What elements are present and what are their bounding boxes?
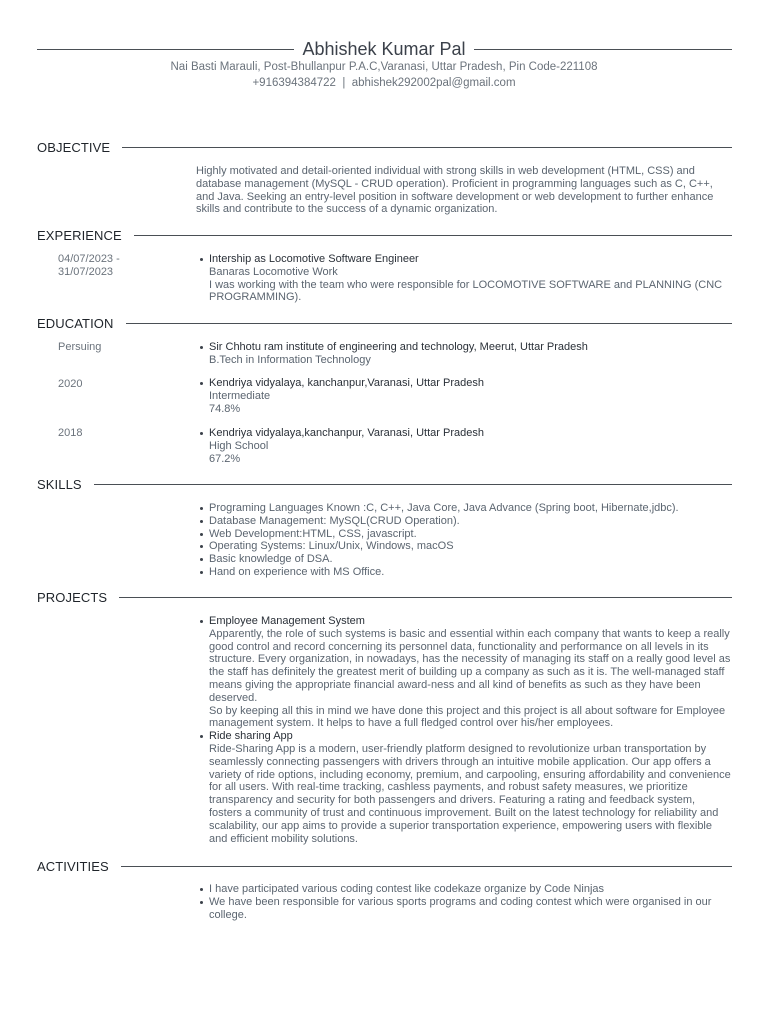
education-entry-1 (209, 377, 731, 415)
education-section-header (37, 315, 732, 331)
experience-title: EXPERIENCE (37, 227, 122, 243)
bullet (200, 507, 203, 510)
education-degree: Intermediate (209, 389, 271, 402)
skill-item (209, 502, 731, 515)
education-title: EDUCATION (37, 315, 114, 331)
skills-section-header (37, 476, 732, 492)
address: Nai Basti Marauli, Post-Bhullanpur P.A.C,Varanasi, Uttar Pradesh, Pin Code-221108 (170, 61, 598, 73)
skills-title: SKILLS (37, 476, 82, 492)
projects-title: PROJECTS (37, 589, 108, 605)
bullet (200, 558, 203, 561)
section-rule (122, 147, 732, 148)
candidate-name-text: Abhishek Kumar Pal (294, 39, 473, 59)
experience-org: Banaras Locomotive Work (209, 265, 338, 278)
objective-title: OBJECTIVE (37, 139, 111, 155)
phone-email: +916394384722 | abhishek292002pal@gmail.com (252, 77, 516, 89)
activity-item (209, 883, 731, 896)
bullet (200, 735, 203, 738)
skill-item (209, 553, 731, 566)
objective-text: Highly motivated and detail-oriented individual with strong skills in web development (HTML, CSS) and database management (MySQL - CRUD operation). Proficient in programming languages such as C, C++, and Java. Seeking an entry-level position in software development or web development to further enhance skills and contribute to the success of a dynamic organization. (196, 165, 714, 216)
education-date-2: 2018 (58, 427, 83, 439)
skill-item (209, 566, 731, 579)
experience-section-header (37, 227, 732, 243)
project-desc: Ride-Sharing App is a modern, user-friendly platform designed to revolutionize urban transportation by seamlessly connecting passengers with drivers through an intuitive mobile application. Our app offers a variety of ride options, including economy, premium, and carpooling, ensuring affordability and convenience for all users. With real-time tracking, cashless payments, and robust safety measures, we prioritize transparency and security for both passengers and drivers. Featuring a rating and feedback system, fosters a community of trust and continuous improvement. Built on the latest technology for reliability and scalability, our app aims to provide a superior transportation experience, empowering users with flexible and efficient mobility solutions. (209, 742, 731, 845)
project-item (209, 730, 731, 845)
education-degree: B.Tech in Information Technology (209, 353, 371, 366)
education-entry-0 (209, 341, 731, 367)
skill-text: Hand on experience with MS Office. (209, 565, 385, 578)
skill-text: Web Development:HTML, CSS, javascript. (209, 527, 417, 540)
project-name: Ride sharing App (209, 730, 293, 743)
bullet (200, 545, 203, 548)
education-date-1: 2020 (58, 378, 83, 390)
education-entry-2 (209, 427, 731, 465)
education-degree: High School (209, 439, 269, 452)
experience-role: Intership as Locomotive Software Engineer (209, 253, 419, 265)
bullet (200, 620, 203, 623)
experience-desc: I was working with the team who were responsible for LOCOMOTIVE SOFTWARE and PLANNING (CNC PROGRAMMING). (209, 278, 723, 304)
bullet (200, 258, 203, 261)
education-school: Kendriya vidyalaya,kanchanpur, Varanasi, Uttar Pradesh (209, 427, 484, 439)
skill-text: Database Management: MySQL(CRUD Operation). (209, 514, 460, 527)
skill-text: Basic knowledge of DSA. (209, 553, 333, 566)
bullet (200, 432, 203, 435)
section-rule (121, 866, 732, 867)
education-date-0: Persuing (58, 341, 102, 353)
projects-list (209, 615, 731, 845)
skill-item (209, 528, 731, 541)
bullet (200, 382, 203, 385)
bullet (200, 901, 203, 904)
section-rule (94, 484, 732, 485)
objective-section-header (37, 139, 732, 155)
education-score: 67.2% (209, 452, 241, 465)
candidate-name (0, 38, 768, 60)
experience-entry (209, 253, 731, 304)
section-rule (119, 597, 732, 598)
skills-list (209, 502, 731, 579)
activity-text: I have participated various coding contest like codekaze organize by Code Ninjas (209, 883, 605, 895)
section-rule (134, 235, 732, 236)
project-item (209, 615, 731, 730)
project-desc: So by keeping all this in mind we have done this project and this project is all about software for Employee management system. It helps to have a full fledged control over his/her employees. (209, 704, 726, 730)
education-score: 74.8% (209, 402, 241, 415)
experience-date: 04/07/2023 - 31/07/2023 (58, 253, 120, 278)
activity-item (209, 896, 731, 922)
projects-section-header (37, 589, 732, 605)
skill-text: Operating Systems: Linux/Unix, Windows, macOS (209, 540, 454, 553)
skill-text: Programing Languages Known :C, C++, Java Core, Java Advance (Spring boot, Hibernate,jdbc). (209, 502, 679, 514)
bullet (200, 571, 203, 574)
skill-item (209, 515, 731, 528)
activities-title: ACTIVITIES (37, 858, 109, 874)
section-rule (126, 323, 733, 324)
bullet (200, 520, 203, 523)
project-name: Employee Management System (209, 615, 365, 627)
project-desc: Apparently, the role of such systems is basic and essential within each company that wants to keep a really good control and record concerning its personnel data, functionality and performance on all levels in its structure. Every organization, in nowadays, has the necessity of managing its staff on a really good level as the staff has definitely the greatest merit of building up a company as such as it is. The well-managed staff means giving the appropriate financial award-ness and all kind of benefits as such as they have been deserved. (209, 627, 731, 704)
bullet (200, 346, 203, 349)
activities-section-header (37, 858, 732, 874)
education-school: Kendriya vidyalaya, kanchanpur,Varanasi, Uttar Pradesh (209, 377, 484, 389)
bullet (200, 888, 203, 891)
skill-item (209, 540, 731, 553)
bullet (200, 533, 203, 536)
education-school: Sir Chhotu ram institute of engineering and technology, Meerut, Uttar Pradesh (209, 341, 588, 353)
activity-text: We have been responsible for various sports programs and coding contest which were organised in our college. (209, 895, 712, 921)
activities-list (209, 883, 731, 921)
